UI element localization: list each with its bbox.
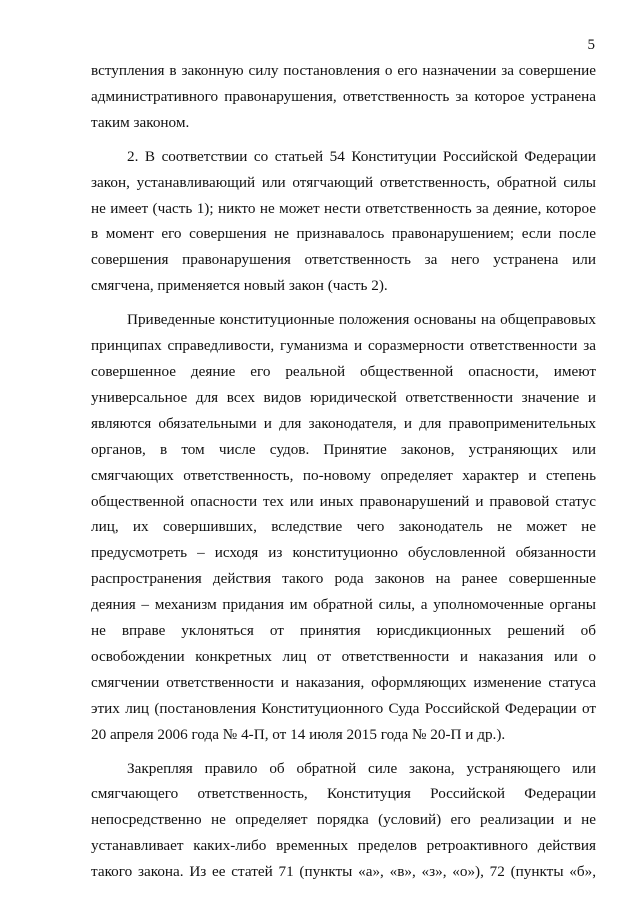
text-line: вступления в законную силу постановления о его назначении за совершение bbox=[91, 62, 596, 79]
text-line: закон, устанавливающий или отягчающий ответственность, обратной силы bbox=[91, 173, 596, 191]
paragraph bbox=[91, 307, 596, 747]
paragraph bbox=[91, 756, 596, 886]
text-line: не имеет (часть 1); никто не может нести ответственность за деяние, которое bbox=[91, 199, 596, 217]
text-line: смягчении ответственности и наказания, оформляющих изменение статуса bbox=[91, 673, 596, 691]
text-line: смягчающих ответственность, по-новому определяет характер и степень bbox=[91, 466, 596, 484]
text-line: этих лиц (постановления Конституционного Суда Российской Федерации от bbox=[91, 699, 596, 717]
text-line: административного правонарушения, ответственность за которое устранена bbox=[91, 87, 596, 105]
text-line: предусмотреть – исходя из конституционно обусловленной обязанности bbox=[91, 544, 596, 562]
text-line: освобождении конкретных лиц от ответственности и наказания или о bbox=[91, 647, 596, 665]
text-line: такого закона. Из ее статей 71 (пункты «а», «в», «з», «о»), 72 (пункты «б», bbox=[91, 863, 596, 881]
text-line: таким законом. bbox=[91, 113, 190, 131]
text-line: совершенное деяние его реальной общественной опасности, имеют bbox=[91, 362, 596, 380]
text-line: 20 апреля 2006 года № 4-П, от 14 июля 2015 года № 20-П и др.). bbox=[91, 725, 506, 743]
document-body bbox=[91, 58, 596, 885]
text-line: являются обязательными и для законодателя, и для правоприменительных bbox=[91, 414, 596, 432]
paragraph bbox=[91, 144, 596, 299]
text-line: общественной опасности тех или иных правонарушений и правовой статус bbox=[91, 492, 596, 510]
text-line: 2. В соответствии со статьей 54 Конституции Российской Федерации bbox=[127, 147, 596, 165]
text-line: смягчена, применяется новый закон (часть 2). bbox=[91, 277, 388, 295]
text-line: Приведенные конституционные положения основаны на общеправовых bbox=[127, 311, 596, 329]
page-number: 5 bbox=[587, 37, 595, 53]
text-line: совершения правонарушения ответственность за него устранена или bbox=[91, 251, 596, 269]
text-line: принципах справедливости, гуманизма и соразмерности ответственности за bbox=[91, 337, 596, 355]
text-line: не вправе уклоняться от принятия юрисдикционных решений об bbox=[91, 622, 596, 640]
text-line: в момент его совершения не признавалось правонарушением; если после bbox=[91, 225, 596, 243]
text-line: лиц, их совершивших, вследствие чего законодатель не может не bbox=[91, 518, 596, 536]
text-line: органов, в том числе судов. Принятие законов, устраняющих или bbox=[91, 440, 596, 458]
text-line: деяния – механизм придания им обратной силы, а уполномоченные органы bbox=[91, 596, 596, 614]
text-line: универсальное для всех видов юридической ответственности значение и bbox=[91, 388, 596, 406]
text-line: смягчающего ответственность, Конституция Российской Федерации bbox=[91, 785, 596, 803]
text-line: распространения действия такого рода законов на ранее совершенные bbox=[91, 570, 596, 588]
text-line: Закрепляя правило об обратной силе закона, устраняющего или bbox=[127, 759, 596, 777]
paragraph bbox=[91, 58, 596, 136]
text-line: непосредственно не определяет порядка (условий) его реализации и не bbox=[91, 811, 596, 829]
text-line: устанавливает каких-либо временных пределов ретроактивного действия bbox=[91, 837, 596, 855]
